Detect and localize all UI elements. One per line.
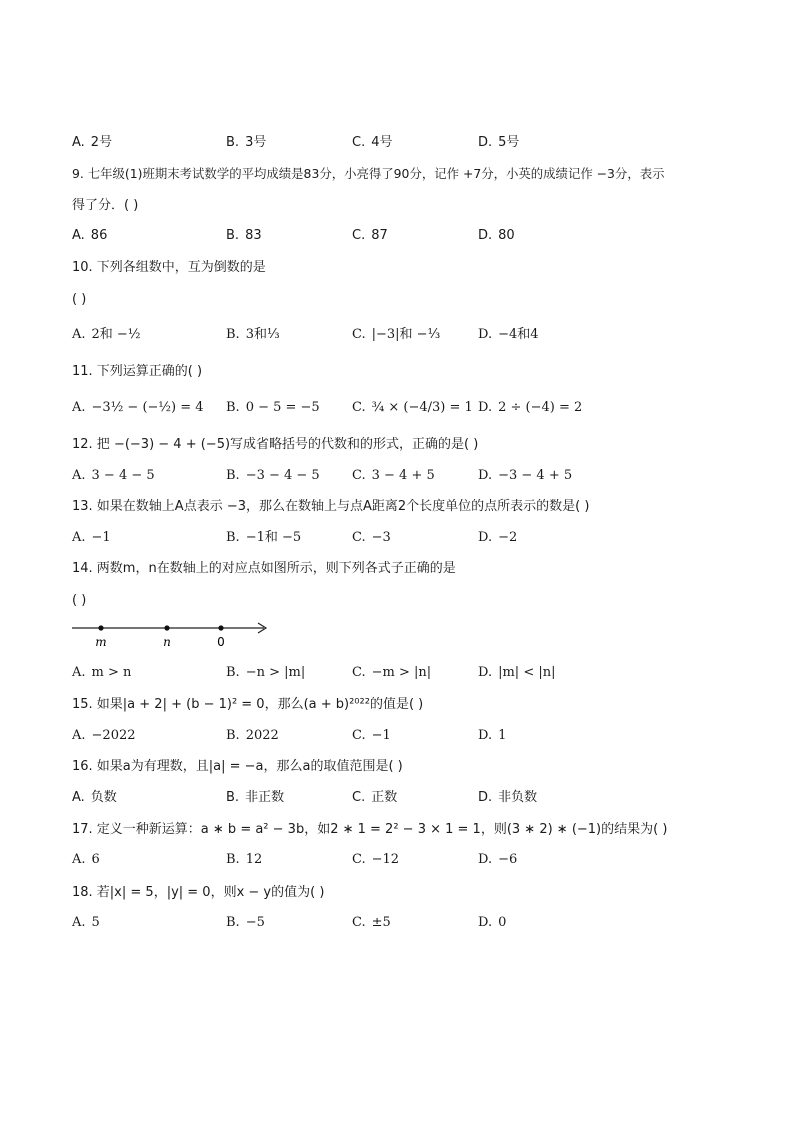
point-zero: [218, 625, 223, 630]
q18-option-a[interactable]: A. 5: [72, 915, 100, 930]
q12-stem-line1: 12. 把 −(−3) − 4 + (−5)写成省略括号的代数和的形式，正确的是( ): [72, 437, 479, 452]
q15-option-b[interactable]: B. 2022: [226, 728, 279, 743]
q16-stem-line1: 16. 如果a为有理数，且|a| = −a，那么a的取值范围是( ): [72, 759, 403, 774]
q12-option-b[interactable]: B. −3 − 4 − 5: [226, 468, 320, 483]
point-m: [98, 625, 103, 630]
q10-option-c[interactable]: C. |−3|和 −⅓: [352, 327, 441, 342]
q9-options: [72, 227, 752, 245]
q15-option-a[interactable]: A. −2022: [72, 728, 136, 743]
number-line-figure: [72, 618, 272, 652]
q13-option-b[interactable]: B. −1和 −5: [226, 530, 302, 545]
q17-options: [72, 851, 752, 869]
q14-option-a[interactable]: A. m > n: [72, 665, 132, 680]
q17-option-a[interactable]: A. 6: [72, 852, 100, 867]
q15-option-c[interactable]: C. −1: [352, 728, 391, 743]
q11-option-b[interactable]: B. 0 − 5 = −5: [226, 400, 320, 415]
q14-option-c[interactable]: C. −m > |n|: [352, 665, 432, 680]
q9-option-c[interactable]: C. 87: [352, 228, 388, 243]
q12-option-d[interactable]: D. −3 − 4 + 5: [478, 468, 573, 483]
q8-option-a[interactable]: A. 2号: [72, 135, 113, 150]
q11-option-a[interactable]: A. −3½ − (−½) = 4: [72, 400, 204, 415]
q13-option-a[interactable]: A. −1: [72, 530, 111, 545]
q13-stem-line1: 13. 如果在数轴上A点表示 −3，那么在数轴上与点A距离2个长度单位的点所表示的数是( ): [72, 499, 590, 514]
q8-options: [72, 134, 752, 152]
q10-options: [72, 326, 752, 344]
q16-option-a[interactable]: A. 负数: [72, 790, 117, 805]
q16-option-b[interactable]: B. 非正数: [226, 790, 285, 805]
q9-option-d[interactable]: D. 80: [478, 228, 515, 243]
q10-option-a[interactable]: A. 2和 −½: [72, 327, 141, 342]
q13-option-d[interactable]: D. −2: [478, 530, 518, 545]
q13-option-c[interactable]: C. −3: [352, 530, 391, 545]
q18-option-d[interactable]: D. 0: [478, 915, 507, 930]
label-zero: 0: [217, 635, 225, 649]
q17-option-d[interactable]: D. −6: [478, 852, 518, 867]
q11-stem-line1: 11. 下列运算正确的( ): [72, 364, 203, 379]
q9-stem-line2: 得了分．( ): [72, 198, 139, 213]
q17-stem-line1: 17. 定义一种新运算：a ∗ b = a² − 3b，如2 ∗ 1 = 2² − 3 × 1 = 1，则(3 ∗ 2) ∗ (−1)的结果为( ): [72, 822, 668, 837]
label-m: m: [95, 635, 107, 649]
q12-option-a[interactable]: A. 3 − 4 − 5: [72, 468, 155, 483]
q10-stem-line2: ( ): [72, 292, 87, 307]
q10-option-d[interactable]: D. −4和4: [478, 327, 539, 342]
q14-stem-line2: ( ): [72, 593, 87, 608]
q16-option-c[interactable]: C. 正数: [352, 790, 398, 805]
q15-option-d[interactable]: D. 1: [478, 728, 507, 743]
q13-options: [72, 529, 752, 547]
q15-stem-line1: 15. 如果|a + 2| + (b − 1)² = 0，那么(a + b)²⁰²²的值是( ): [72, 697, 424, 712]
label-n: n: [163, 635, 171, 649]
q18-stem-line1: 18. 若|x| = 5，|y| = 0，则x − y的值为( ): [72, 885, 325, 900]
q11-option-d[interactable]: D. 2 ÷ (−4) = 2: [478, 400, 583, 415]
q14-option-d[interactable]: D. |m| < |n|: [478, 665, 556, 680]
q8-option-b[interactable]: B. 3号: [226, 135, 267, 150]
q8-option-c[interactable]: C. 4号: [352, 135, 393, 150]
q12-option-c[interactable]: C. 3 − 4 + 5: [352, 468, 435, 483]
q16-options: [72, 789, 752, 807]
q9-stem-line1: 9. 七年级(1)班期末考试数学的平均成绩是83分，小亮得了90分，记作 +7分，小英的成绩记作 −3分，表示: [72, 166, 665, 181]
q17-option-c[interactable]: C. −12: [352, 852, 400, 867]
q10-option-b[interactable]: B. 3和⅓: [226, 327, 280, 342]
q11-options: [72, 399, 752, 417]
q14-option-b[interactable]: B. −n > |m|: [226, 665, 306, 680]
q11-option-c[interactable]: C. ¾ × (−4/3) = 1: [352, 400, 473, 415]
q16-option-d[interactable]: D. 非负数: [478, 790, 538, 805]
q18-option-c[interactable]: C. ±5: [352, 915, 391, 930]
q10-stem-line1: 10. 下列各组数中，互为倒数的是: [72, 260, 266, 275]
q14-stem-line1: 14. 两数m，n在数轴上的对应点如图所示，则下列各式子正确的是: [72, 561, 456, 576]
q9-option-b[interactable]: B. 83: [226, 228, 262, 243]
q12-options: [72, 467, 752, 485]
q8-option-d[interactable]: D. 5号: [478, 135, 520, 150]
q18-options: [72, 914, 752, 932]
q14-options: [72, 664, 752, 682]
point-n: [164, 625, 169, 630]
q18-option-b[interactable]: B. −5: [226, 915, 265, 930]
q17-option-b[interactable]: B. 12: [226, 852, 263, 867]
q15-options: [72, 727, 752, 745]
q9-option-a[interactable]: A. 86: [72, 228, 108, 243]
